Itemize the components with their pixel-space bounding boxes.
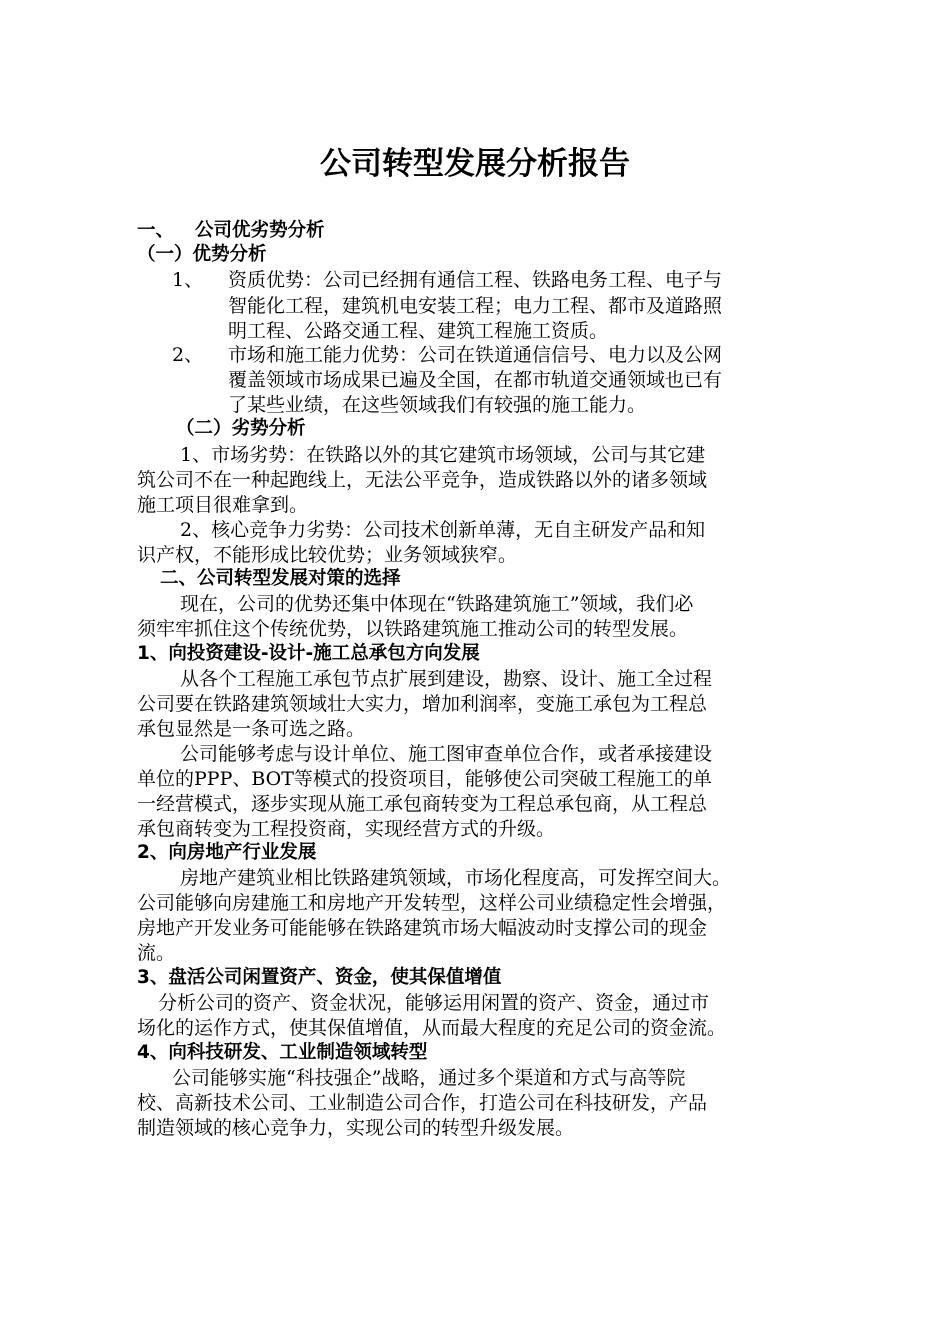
- paragraph-line: 现在，公司的优势还集中体现在“铁路建筑施工”领域，我们必: [180, 593, 694, 615]
- paragraph-line: 承包商转变为工程投资商，实现经营方式的升级。: [137, 818, 556, 840]
- section1-heading: 公司优劣势分析: [195, 220, 325, 241]
- paragraph-line: 公司要在铁路建筑领域壮大实力，增加利润率，变施工承包为工程总: [137, 693, 708, 715]
- paragraph-line: 识产权，不能形成比较优势；业务领域狭窄。: [137, 544, 518, 566]
- paragraph-line: 校、高新技术公司、工业制造公司合作，打造公司在科技研发，产品: [137, 1092, 708, 1114]
- paragraph-line: 分析公司的资产、资金状况，能够运用闲置的资产、资金，通过市: [158, 992, 710, 1014]
- paragraph-line: 承包显然是一条可选之路。: [137, 718, 366, 740]
- subsection-advantages-heading: （一）优势分析: [137, 244, 267, 265]
- paragraph-line: 筑公司不在一种起跑线上，无法公平竞争，造成铁路以外的诸多领域: [137, 469, 708, 491]
- strategy-1-heading: 1、向投资建设-设计-施工总承包方向发展: [137, 643, 480, 664]
- strategy-3-heading: 3、盘活公司闲置资产、资金，使其保值增值: [137, 967, 502, 988]
- paragraph-line: 2、核心竞争力劣势：公司技术创新单薄，无自主研发产品和知: [180, 519, 706, 541]
- paragraph-line: 流。: [137, 942, 176, 964]
- paragraph-line: 1、市场劣势：在铁路以外的其它建筑市场领域，公司与其它建: [180, 444, 706, 466]
- strategy-2-heading: 2、向房地产行业发展: [137, 842, 317, 863]
- paragraph-line: 施工项目很难拿到。: [137, 494, 309, 516]
- paragraph-line: 资质优势：公司已经拥有通信工程、铁路电务工程、电子与: [228, 269, 723, 291]
- paragraph-line: 制造领域的核心竞争力，实现公司的转型升级发展。: [137, 1117, 575, 1139]
- paragraph-line: 公司能够实施“科技强企”战略，通过多个渠道和方式与高等院: [172, 1067, 686, 1089]
- paragraph-line: 场化的运作方式，使其保值增值，从而最大程度的充足公司的资金流。: [137, 1017, 727, 1039]
- paragraph-line: 房地产建筑业相比铁路建筑领域，市场化程度高，可发挥空间大。: [180, 867, 732, 889]
- page-title: 公司转型发展分析报告: [320, 146, 630, 182]
- paragraph-line: 单位的PPP、BOT等模式的投资项目，能够使公司突破工程施工的单: [137, 768, 712, 790]
- paragraph-line: 公司能够向房建施工和房地产开发转型，这样公司业绩稳定性会增强，: [137, 892, 727, 914]
- paragraph-line: 明工程、公路交通工程、建筑工程施工资质。: [228, 320, 609, 342]
- paragraph-line: 从各个工程施工承包节点扩展到建设，勘察、设计、施工全过程: [180, 668, 713, 690]
- list-item-number: 1、: [172, 269, 204, 291]
- paragraph-line: 房地产开发业务可能能够在铁路建筑市场大幅波动时支撑公司的现金: [137, 917, 708, 939]
- paragraph-line: 公司能够考虑与设计单位、施工图审查单位合作，或者承接建设: [180, 743, 713, 765]
- paragraph-line: 一经营模式，逐步实现从施工承包商转变为工程总承包商，从工程总: [137, 793, 708, 815]
- paragraph-line: 须牢牢抓住这个传统优势，以铁路建筑施工推动公司的转型发展。: [137, 618, 689, 640]
- section2-heading: 二、公司转型发展对策的选择: [160, 568, 401, 589]
- list-item-number: 2、: [172, 344, 204, 366]
- paragraph-line: 市场和施工能力优势：公司在铁道通信信号、电力以及公网: [228, 344, 723, 366]
- paragraph-line: 覆盖领域市场成果已遍及全国，在都市轨道交通领域也已有: [228, 369, 723, 391]
- subsection-disadvantages-heading: （二）劣势分析: [176, 418, 306, 439]
- paragraph-line: 了某些业绩，在这些领域我们有较强的施工能力。: [228, 394, 647, 416]
- strategy-4-heading: 4、向科技研发、工业制造领域转型: [137, 1042, 428, 1063]
- section1-heading-number: 一、: [137, 220, 175, 241]
- paragraph-line: 智能化工程，建筑机电安装工程；电力工程、都市及道路照: [228, 295, 723, 317]
